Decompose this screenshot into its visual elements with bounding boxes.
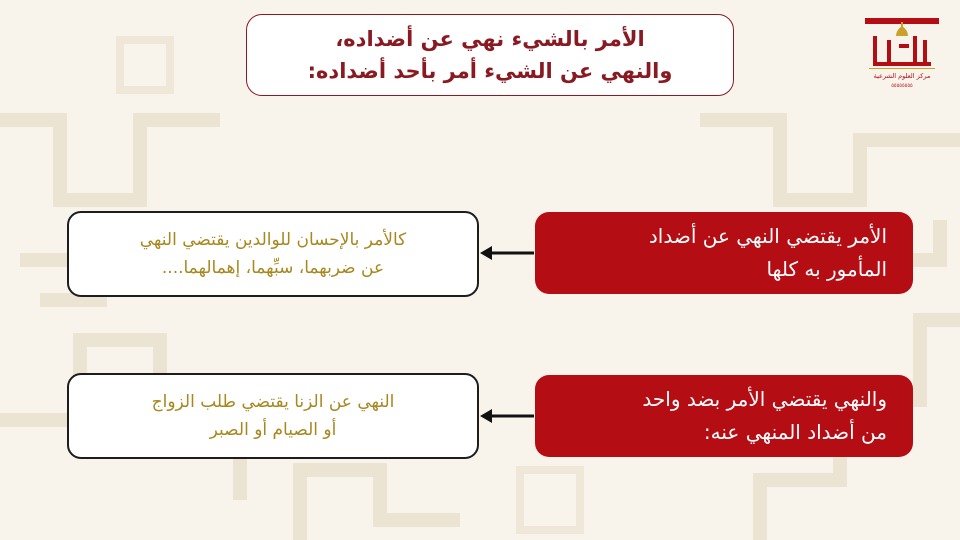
logo-fine-print: ٥٥٥٥٥٥٥٥ xyxy=(891,83,913,89)
example-1-line-2: عن ضربهما، سبِّهما، إهمالهما.... xyxy=(161,258,385,278)
example-1-line-1: كالأمر بالإحسان للوالدين يقتضي النهي xyxy=(139,230,407,250)
brand-logo xyxy=(865,18,939,90)
arrow-left-icon xyxy=(480,408,534,424)
rule-box-2 xyxy=(535,375,913,457)
example-2-line-2: أو الصيام أو الصبر xyxy=(209,420,337,440)
example-box-2 xyxy=(67,373,479,459)
arrow-left-icon xyxy=(480,245,534,261)
rule-1-line-2: المأمور به كلها xyxy=(766,257,887,281)
title-line-1: الأمر بالشيء نهي عن أضداده، xyxy=(335,27,645,51)
rule-2-line-2: من أضداد المنهي عنه: xyxy=(703,420,887,444)
example-box-1 xyxy=(67,211,479,297)
logo-subtitle: مركز العلوم الشرعية xyxy=(873,72,931,80)
rule-box-1 xyxy=(535,212,913,294)
rule-2-line-1: والنهي يقتضي الأمر بضد واحد xyxy=(642,387,887,411)
title-line-2: والنهي عن الشيء أمر بأحد أضداده: xyxy=(307,59,673,83)
logo-mark xyxy=(865,18,939,90)
example-2-line-1: النهي عن الزنا يقتضي طلب الزواج xyxy=(151,392,395,412)
title-box xyxy=(246,14,734,96)
rule-1-line-1: الأمر يقتضي النهي عن أضداد xyxy=(648,224,887,248)
